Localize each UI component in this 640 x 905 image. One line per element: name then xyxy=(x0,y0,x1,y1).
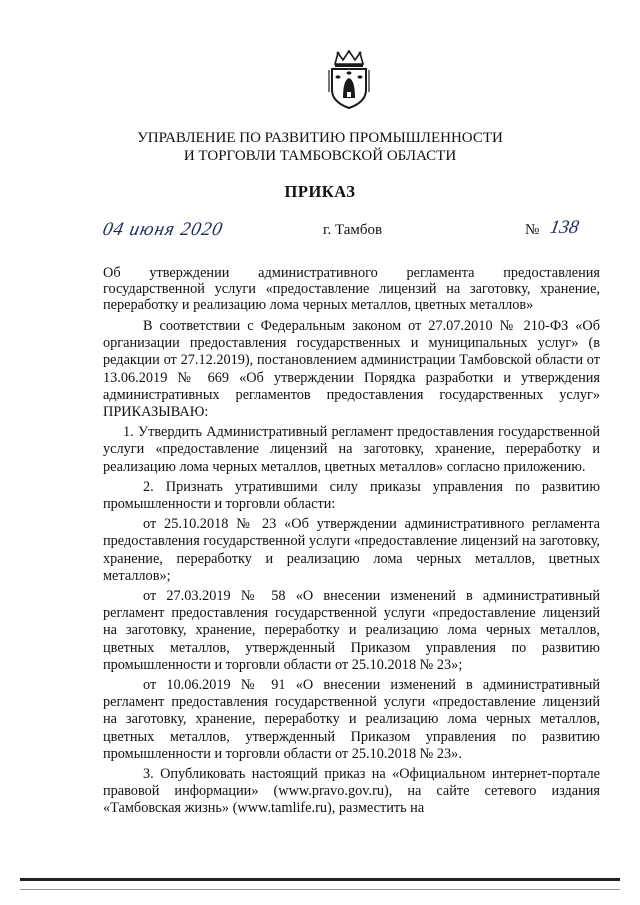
bottom-divider-thin xyxy=(20,889,620,890)
order-city: г. Тамбов xyxy=(323,222,383,238)
order-body xyxy=(103,318,600,821)
bottom-divider xyxy=(20,878,620,881)
order-subject: Об утверждении административного регламента предоставления государственной услуги «предоставление лицензий на заготовку, хранение, переработку и реализацию лома черных металлов, цветных металлов» xyxy=(103,265,600,313)
paragraph-item-2-order-a: от 25.10.2018 № 23 «Об утверждении административного регламента предоставления государственной услуги «предоставление лицензий на заготовку, хранение, переработку и реализацию лома черных металлов, цветных металлов»; xyxy=(103,516,600,584)
agency-name-line-2: И ТОРГОВЛИ ТАМБОВСКОЙ ОБЛАСТИ xyxy=(183,148,457,164)
paragraph-item-1: 1. Утвердить Административный регламент предоставления государственной услуги «предоставление лицензий на заготовку, хранение, переработку и реализацию лома черных металлов, цветных металлов» согласно приложению. xyxy=(103,424,600,475)
coat-of-arms-icon xyxy=(326,50,372,110)
paragraph-preamble: В соответствии с Федеральным законом от 27.07.2010 № 210-ФЗ «Об организации предоставления государственных и муниципальных услуг» (в редакции от 27.12.2019), постановлением администрации Тамбовской области от 13.06.2019 № 669 «Об утверждении Порядка разработки и утверждения административных регламентов предоставления государственных услуг» ПРИКАЗЫВАЮ: xyxy=(103,318,600,421)
order-number-label: № xyxy=(525,222,540,238)
document-title: ПРИКАЗ xyxy=(284,182,356,201)
agency-name-line-1: УПРАВЛЕНИЕ ПО РАЗВИТИЮ ПРОМЫШЛЕННОСТИ xyxy=(137,130,503,146)
paragraph-item-2-order-b: от 27.03.2019 № 58 «О внесении изменений в административный регламент предоставления государственной услуги «предоставление лицензий на заготовку, хранение, переработку и реализацию лома черных металлов, цветных металлов, утвержденный Приказом управления по развитию промышленности и торговли области от 25.10.2018 № 23»; xyxy=(103,588,600,673)
order-date: 04 июня 2020 xyxy=(100,219,225,240)
paragraph-item-2: 2. Признать утратившими силу приказы управления по развитию промышленности и торговли области: xyxy=(103,478,600,513)
paragraph-item-3: 3. Опубликовать настоящий приказ на «Официальном интернет-портале правовой информации» (www.pravo.gov.ru), на сайте сетевого издания «Тамбовская жизнь» (www.tamlife.ru), разместить на xyxy=(103,766,600,817)
order-number: 138 xyxy=(548,217,581,238)
paragraph-item-2-order-c: от 10.06.2019 № 91 «О внесении изменений в административный регламент предоставления государственной услуги «предоставление лицензий на заготовку, хранение, переработку и реализацию лома черных металлов, цветных металлов, утвержденный Приказом управления по развитию промышленности и торговли области от 25.10.2018 № 23». xyxy=(103,677,600,762)
